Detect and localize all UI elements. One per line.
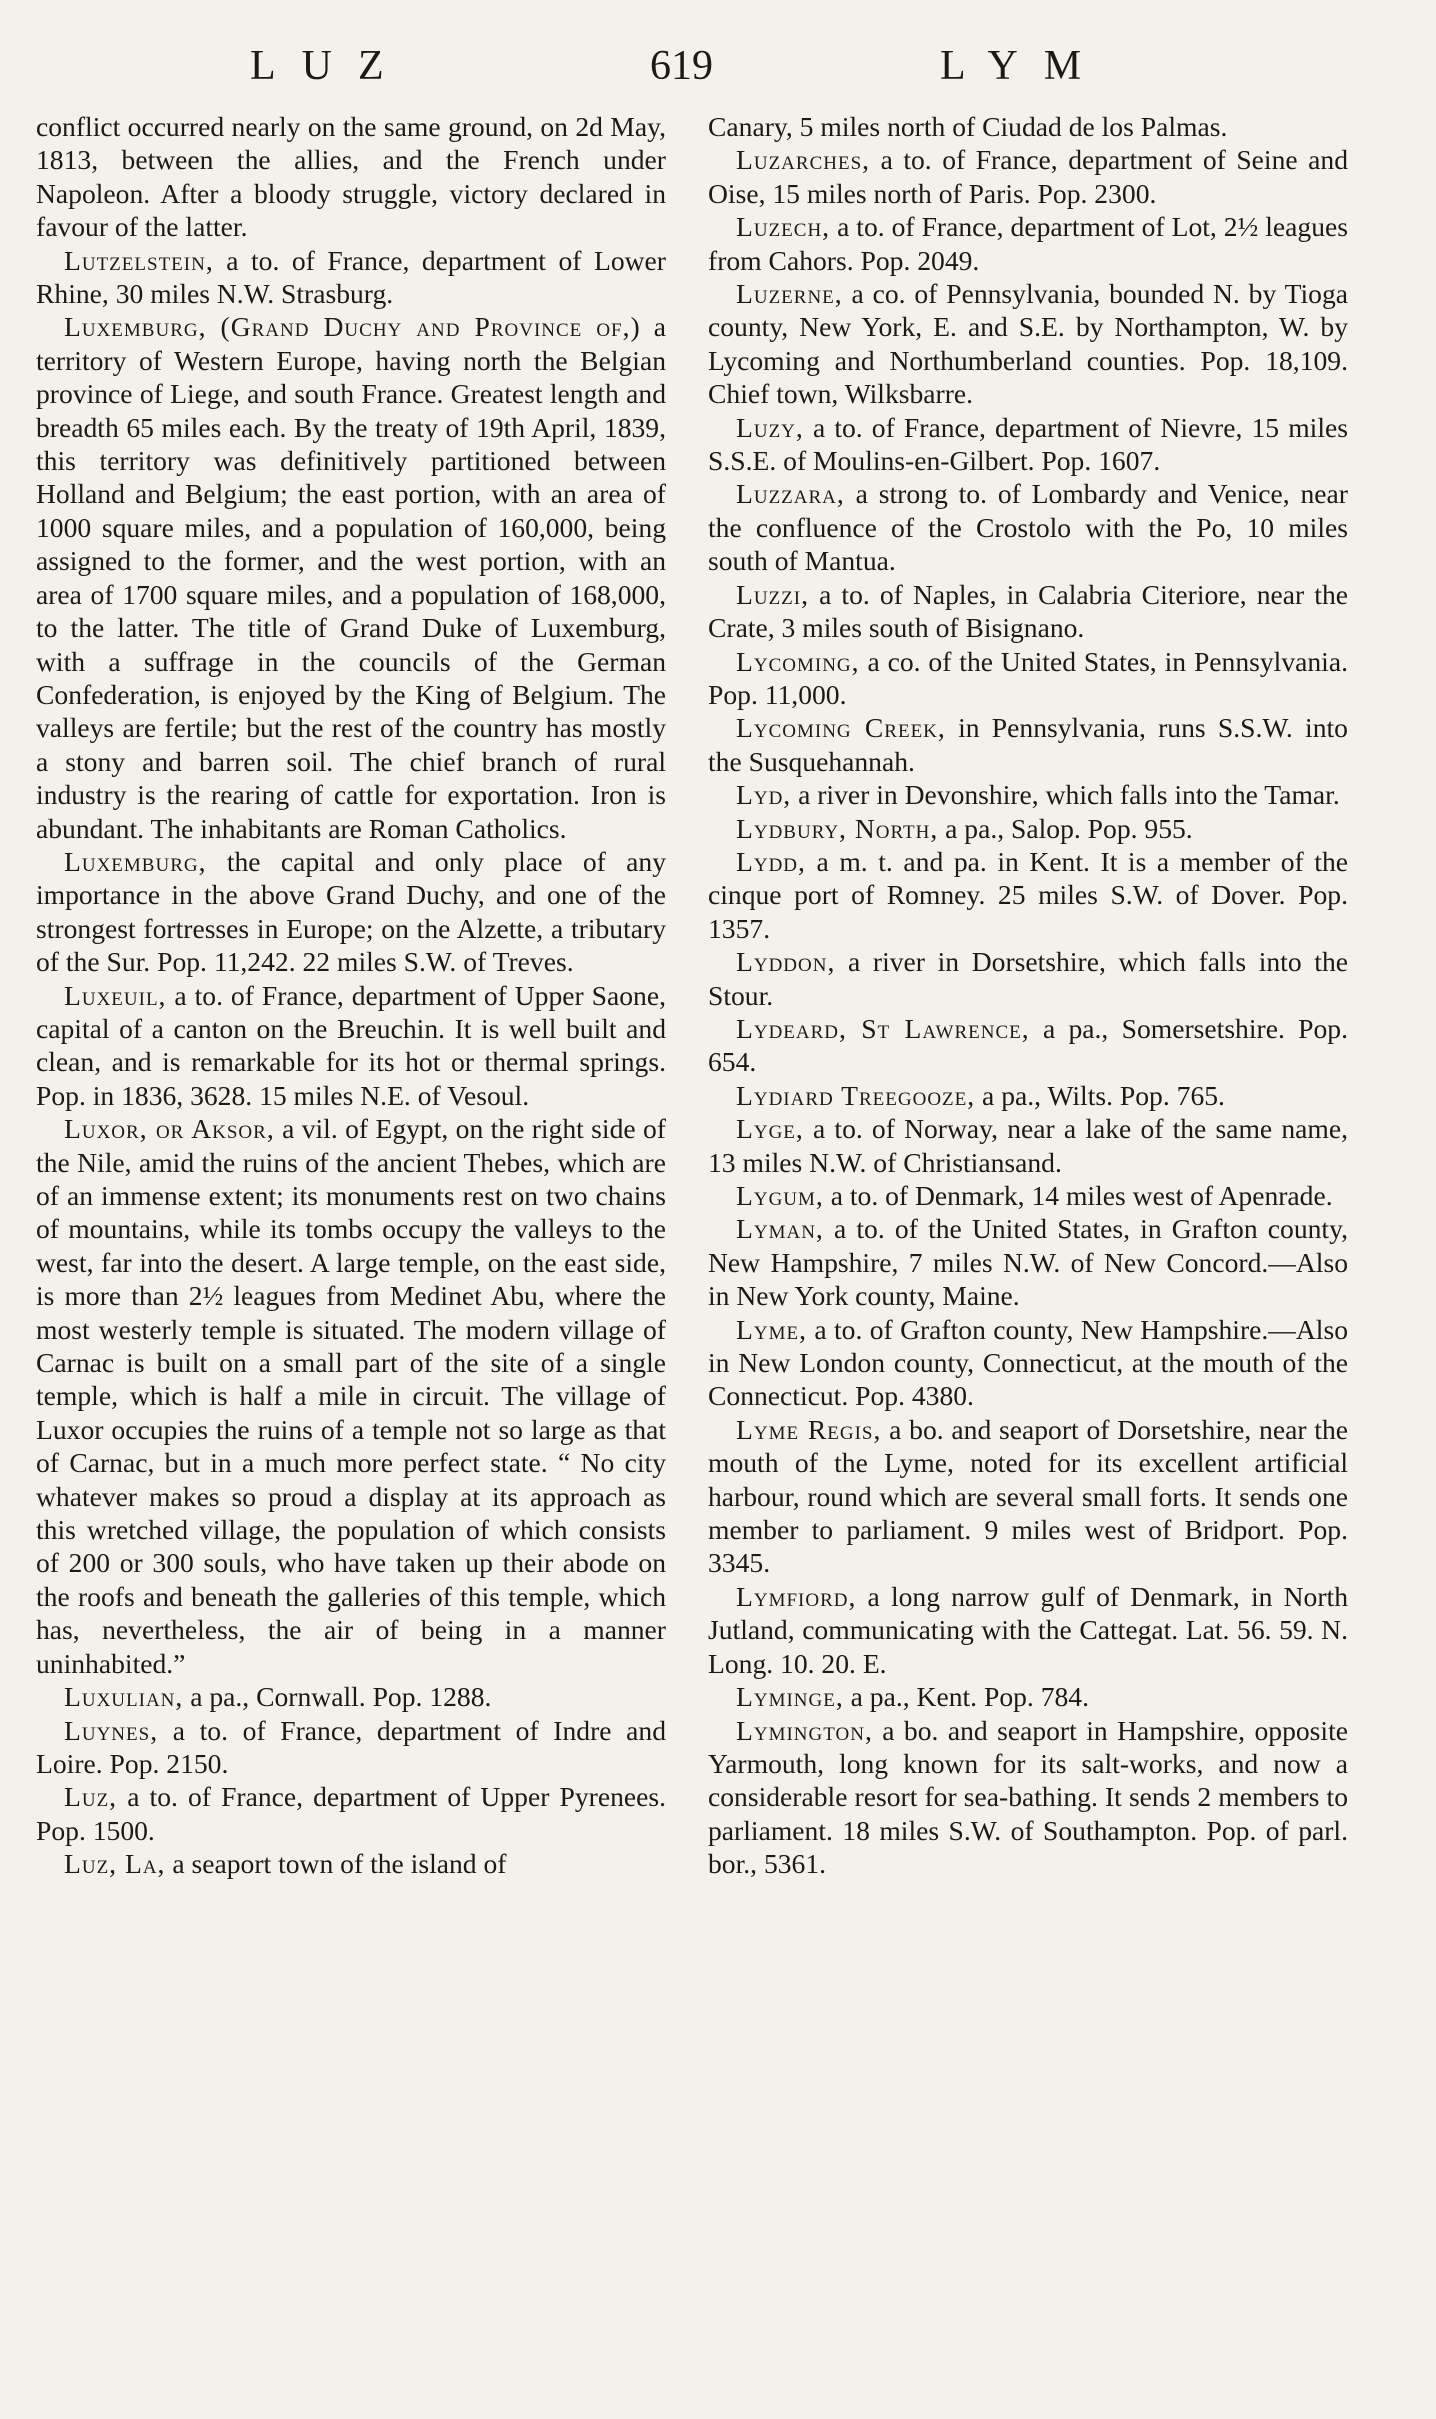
entry-text: a to. of France, department of Nievre, 15 miles S.S.E. of Moulins-en-Gilbert. Pop. 1607.: [708, 411, 1348, 477]
entry-headword: Luzech,: [736, 211, 831, 243]
entry-text: a pa., Kent. Pop. 784.: [843, 1681, 1089, 1713]
entry-headword: Luzy,: [736, 411, 804, 443]
entry-text: a bo. and seaport in Hampshire, opposite Yarmouth, long known for its salt-works, and now a considerable resort for sea-bathing. It sends 2 members to parliament. 18 miles S.W. of Southampton. Pop. of parl. bor., 5361.: [708, 1714, 1348, 1880]
entry-text: a to. of Norway, near a lake of the same name, 13 miles N.W. of Christiansand.: [708, 1113, 1348, 1178]
gazetteer-entry: [708, 1079, 1348, 1112]
entry-headword: Lydeard, St Lawrence,: [736, 1012, 1030, 1044]
gazetteer-entry: [36, 110, 666, 244]
entry-headword: Lydd,: [736, 845, 806, 877]
entry-headword: Lyge,: [736, 1113, 804, 1145]
entry-headword: Luz,: [64, 1781, 118, 1813]
gazetteer-entry: [708, 1212, 1348, 1312]
entry-headword: Luxemburg, (Grand Duchy and Province of,): [64, 311, 641, 343]
gazetteer-entry: [708, 210, 1348, 277]
entry-headword: Lymfiord,: [736, 1580, 857, 1612]
entry-text: a vil. of Egypt, on the right side of the Nile, amid the ruins of the ancient Thebes, which are of an immense extent; its monuments rest on two chains of mountains, while its tombs occupy the valleys to the west, far into the desert. A large temple, on the east side, is more than 2½ leagues from Medinet Abu, where the most westerly temple is situated. The modern village of Carnac is built on a small part of the site of a single temple, which is half a mile in circuit. The village of Luxor occupies the ruins of a temple not so large as that of Carnac, but in a much more perfect state. “ No city whatever makes so proud a display at its approach as this wretched village, the population of which consists of 200 or 300 souls, who have taken up their abode on the roofs and beneath the galleries of this temple, which has, nevertheless, the air of being in a manner uninhabited.”: [36, 1113, 666, 1679]
entry-headword: Lygum,: [736, 1180, 824, 1211]
right-column: [708, 110, 1348, 1881]
entry-headword: Lydiard Treegooze,: [736, 1079, 976, 1111]
entry-text: a river in Devonshire, which falls into the Tamar.: [791, 779, 1340, 811]
gazetteer-entry: [708, 578, 1348, 645]
gazetteer-entry: [36, 244, 666, 311]
entry-headword: Luzzi,: [736, 578, 810, 610]
entry-text: a to. of the United States, in Grafton county, New Hampshire, 7 miles N.W. of New Concord.—Also in New York county, Maine.: [708, 1213, 1348, 1312]
entry-text: a to. of France, department of Upper Pyrenees. Pop. 1500.: [36, 1781, 666, 1846]
gazetteer-entry: [36, 1680, 666, 1713]
entry-headword: Lyminge,: [736, 1681, 844, 1713]
entry-text: a to. of Denmark, 14 miles west of Apenrade.: [823, 1180, 1333, 1211]
entry-headword: Lycoming,: [736, 645, 860, 677]
entry-text: a long narrow gulf of Denmark, in North Jutland, communicating with the Cattegat. Lat. 56. 59. N. Long. 10. 20. E.: [708, 1580, 1348, 1679]
gazetteer-entry: [708, 778, 1348, 811]
gazetteer-entry: [708, 1680, 1348, 1713]
entry-text: a to. of France, department of Lot, 2½ leagues from Cahors. Pop. 2049.: [708, 211, 1348, 276]
entry-text: conflict occurred nearly on the same ground, on 2d May, 1813, between the allies, and the French under Napoleon. After a bloody struggle, victory declared in favour of the latter.: [36, 111, 666, 243]
entry-text: a to. of France, department of Indre and Loire. Pop. 2150.: [36, 1714, 666, 1779]
gazetteer-entry: [708, 1012, 1348, 1079]
entry-text: the capital and only place of any importance in the above Grand Duchy, and one of the strongest fortresses in Europe; on the Alzette, a tributary of the Sur. Pop. 11,242. 22 miles S.W. of Treves.: [36, 845, 666, 978]
entry-text: a co. of Pennsylvania, bounded N. by Tioga county, New York, E. and S.E. by Northampton, W. by Lycoming and Northumberland counties. Pop. 18,109. Chief town, Wilksbarre.: [708, 278, 1348, 410]
entry-headword: Luynes,: [64, 1714, 159, 1746]
entry-text: a m. t. and pa. in Kent. It is a member of the cinque port of Romney. 25 miles S.W. of Dover. Pop. 1357.: [708, 845, 1348, 944]
gazetteer-entry: [708, 945, 1348, 1012]
entry-headword: Lyd,: [736, 779, 792, 811]
entry-headword: Lyddon,: [736, 946, 836, 978]
running-header: [0, 42, 1436, 92]
gazetteer-entry: [708, 277, 1348, 411]
gazetteer-entry: [708, 645, 1348, 712]
gazetteer-entry: [36, 1847, 666, 1880]
entry-text: a to. of Naples, in Calabria Citeriore, near the Crate, 3 miles south of Bisignano.: [708, 578, 1348, 644]
entry-headword: Luzzara,: [736, 478, 845, 510]
entry-text: Canary, 5 miles north of Ciudad de los Palmas.: [708, 111, 1228, 142]
entry-text: a bo. and seaport of Dorsetshire, near the mouth of the Lyme, noted for its excellent artificial harbour, round which are several small forts. It sends one member to parliament. 9 miles west of Bridport. Pop. 3345.: [708, 1413, 1349, 1579]
entry-headword: Lycoming Creek,: [736, 712, 946, 744]
gazetteer-entry: [708, 110, 1348, 143]
gazetteer-entry: [708, 1413, 1348, 1580]
entry-text: a to. of France, department of Lower Rhine, 30 miles N.W. Strasburg.: [36, 244, 666, 310]
entry-text: a co. of the United States, in Pennsylvania. Pop. 11,000.: [708, 645, 1348, 710]
entry-headword: Lutzelstein,: [64, 244, 214, 276]
gazetteer-entry: [36, 1714, 666, 1781]
entry-text: a to. of France, department of Seine and Oise, 15 miles north of Paris. Pop. 2300.: [708, 144, 1348, 209]
entry-text: in Pennsylvania, runs S.S.W. into the Susquehannah.: [708, 712, 1348, 777]
entry-headword: Luxemburg,: [64, 845, 207, 877]
entry-text: a pa., Cornwall. Pop. 1288.: [183, 1681, 492, 1713]
gazetteer-entry: [36, 1112, 666, 1680]
gazetteer-entry: [708, 812, 1348, 845]
gazetteer-entry: [708, 143, 1348, 210]
entry-text: a strong to. of Lombardy and Venice, near the confluence of the Crostolo with the Po, 10 miles south of Mantua.: [708, 478, 1348, 577]
gazetteer-entry: [708, 1179, 1348, 1212]
entry-headword: Luzarches,: [736, 144, 871, 176]
page-number: 619: [650, 43, 713, 89]
entry-text: a to. of France, department of Upper Saone, capital of a canton on the Breuchin. It is well built and clean, and is remarkable for its hot or thermal springs. Pop. in 1836, 3628. 15 miles N.E. of Vesoul.: [36, 979, 666, 1111]
gazetteer-entry: [708, 1112, 1348, 1179]
entry-headword: Lyme,: [736, 1313, 807, 1345]
entry-headword: Luxulian,: [64, 1681, 184, 1713]
entry-headword: Lydbury, North,: [736, 812, 939, 844]
gazetteer-entry: [36, 1780, 666, 1847]
gazetteer-entry: [36, 310, 666, 845]
entry-text: a territory of Western Europe, having north the Belgian province of Liege, and south France. Greatest length and breadth 65 miles each. By the treaty of 19th April, 1839, this territory was definitively partitioned between Holland and Belgium; the east portion, with an area of 1000 square miles, and a population of 160,000, being assigned to the former, and the west portion, with an area of 1700 square miles, and a population of 168,000, to the latter. The title of Grand Duke of Luxemburg, with a suffrage in the councils of the German Confederation, is enjoyed by the King of Belgium. The valleys are fertile; but the rest of the country has mostly a stony and barren soil. The chief branch of rural industry is the rearing of cattle for exportation. Iron is abundant. The inhabitants are Roman Catholics.: [36, 311, 666, 844]
header-right-guide: LYM: [940, 43, 1108, 89]
entry-headword: Luxor, or Aksor,: [64, 1113, 275, 1145]
entry-headword: Lyme Regis,: [736, 1413, 882, 1445]
gazetteer-entry: [708, 1580, 1348, 1680]
header-left-guide: LUZ: [250, 43, 410, 89]
entry-headword: Lymington,: [736, 1714, 873, 1746]
entry-headword: Luzerne,: [736, 278, 843, 310]
entry-text: a river in Dorsetshire, which falls into the Stour.: [708, 946, 1348, 1011]
gazetteer-entry: [708, 477, 1348, 577]
gazetteer-entry: [708, 411, 1348, 478]
gazetteer-entry: [36, 845, 666, 979]
entry-headword: Lyman,: [736, 1213, 824, 1245]
gazetteer-entry: [708, 1714, 1348, 1881]
entry-text: a to. of Grafton county, New Hampshire.—Also in New London county, Connecticut, at the mouth of the Connecticut. Pop. 4380.: [708, 1313, 1348, 1412]
entry-headword: Luxeuil,: [64, 979, 167, 1011]
gazetteer-entry: [708, 711, 1348, 778]
entry-headword: Luz, La,: [64, 1848, 166, 1880]
gazetteer-entry: [36, 979, 666, 1113]
entry-text: a pa., Wilts. Pop. 765.: [975, 1079, 1225, 1111]
left-column: [36, 110, 666, 1881]
gazetteer-entry: [708, 845, 1348, 945]
entry-text: a pa., Salop. Pop. 955.: [938, 812, 1193, 844]
gazetteer-entry: [708, 1313, 1348, 1413]
entry-text: a pa., Somersetshire. Pop. 654.: [708, 1012, 1348, 1078]
entry-text: a seaport town of the island of: [165, 1848, 507, 1880]
